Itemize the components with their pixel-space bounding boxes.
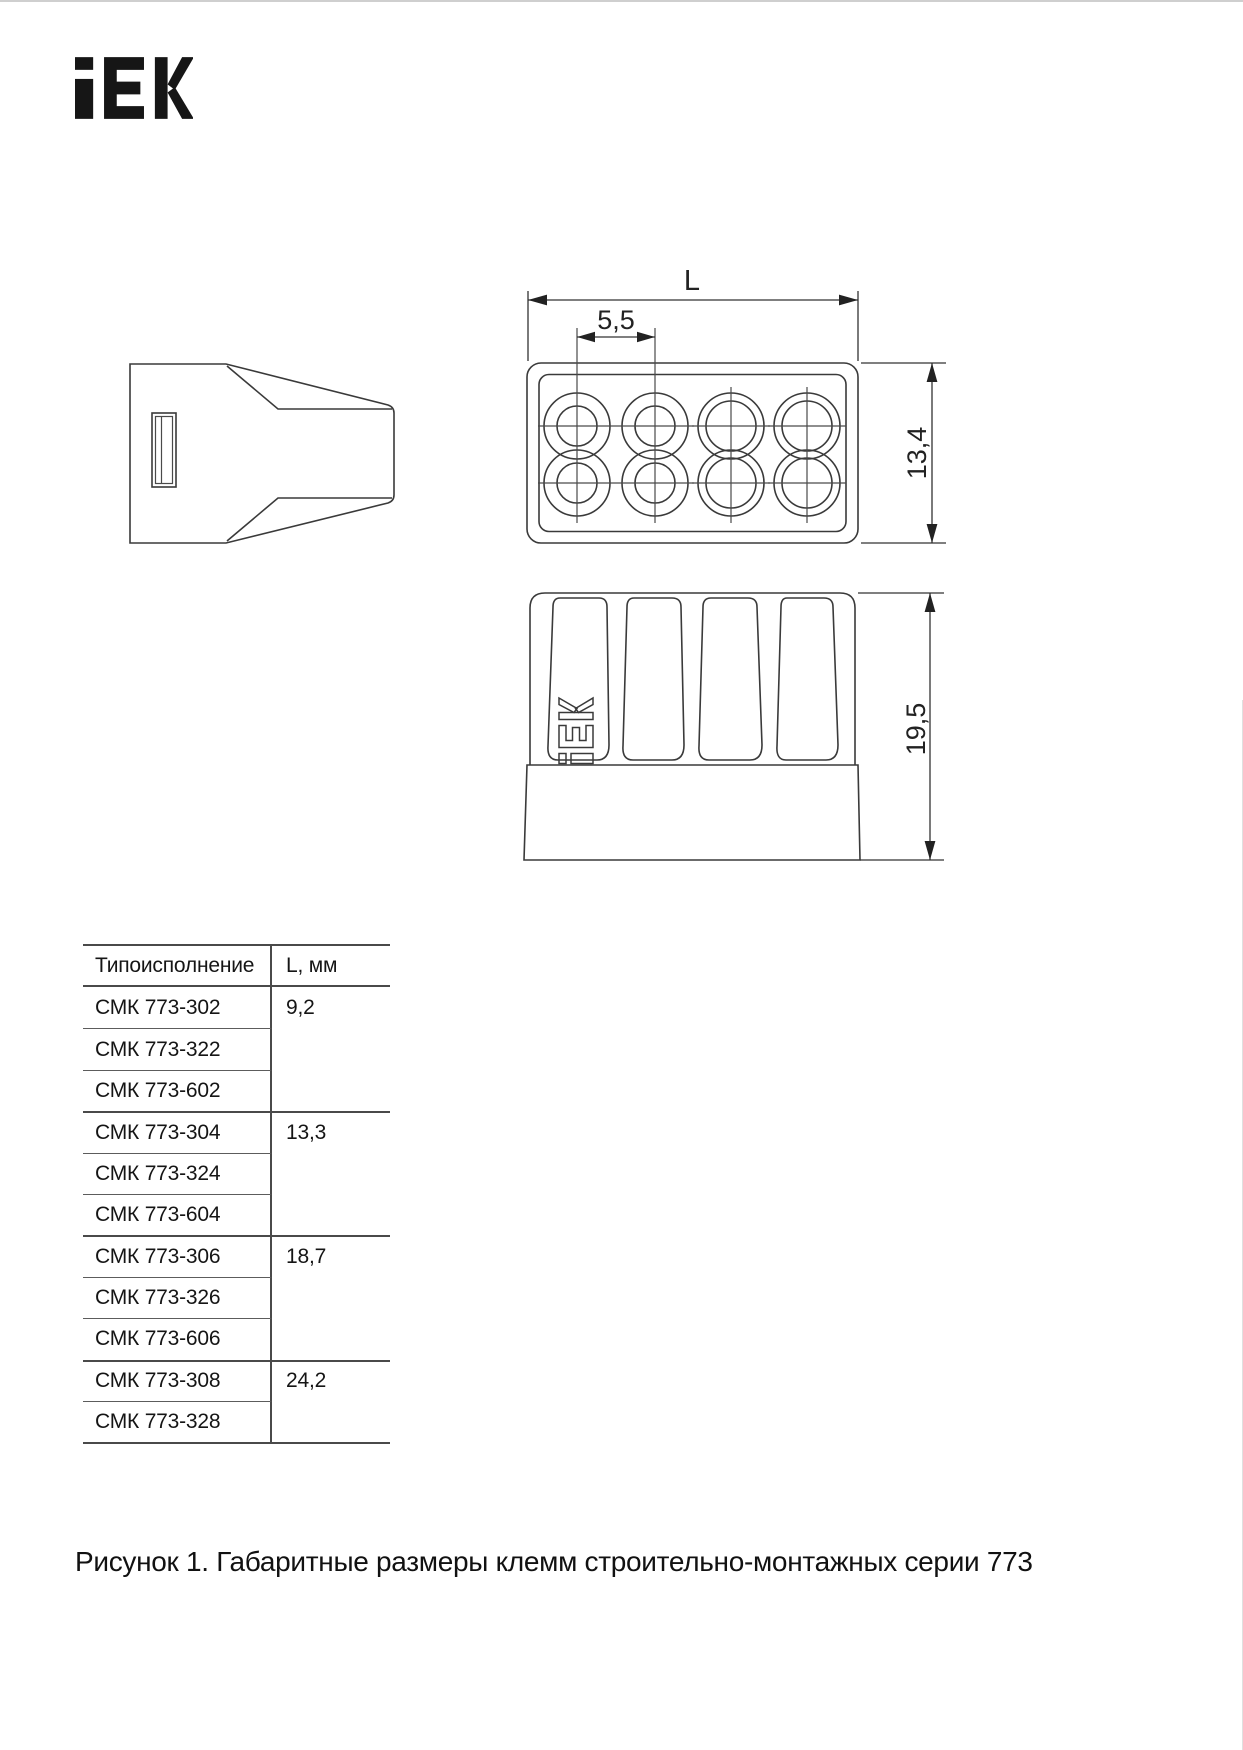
model-cell: СМК 773-306 xyxy=(83,1237,272,1276)
length-cell xyxy=(272,1318,388,1359)
cap-3 xyxy=(699,598,762,760)
front-view xyxy=(524,593,944,860)
length-cell: 9,2 xyxy=(286,995,315,1019)
dimension-height xyxy=(858,593,944,860)
model-cell: СМК 773-326 xyxy=(83,1277,272,1318)
length-cell xyxy=(272,1194,388,1235)
model-cell: СМК 773-328 xyxy=(83,1401,272,1442)
model-cell: СМК 773-604 xyxy=(83,1194,272,1235)
centerlines xyxy=(538,328,846,523)
figure-caption: Рисунок 1. Габаритные размеры клемм строительно-монтажных серии 773 xyxy=(75,1546,1033,1577)
table-row xyxy=(83,1235,390,1276)
length-cell xyxy=(272,1277,388,1318)
table-row xyxy=(83,1401,390,1442)
table-header-row xyxy=(83,946,390,987)
length-cell xyxy=(272,1070,388,1111)
table-row xyxy=(83,987,390,1028)
model-cell: СМК 773-324 xyxy=(83,1153,272,1194)
table-row xyxy=(83,1360,390,1401)
dim-label-pitch: 5,5 xyxy=(597,305,635,335)
table-row xyxy=(83,1028,390,1069)
top-view xyxy=(527,265,946,543)
dim-label-height: 19,5 xyxy=(901,702,932,756)
length-cell: 18,7 xyxy=(286,1245,327,1269)
table-row xyxy=(83,1318,390,1359)
cap-4 xyxy=(777,598,838,760)
dimension-width xyxy=(861,363,946,543)
dim-label-L: L xyxy=(683,265,701,297)
model-cell: СМК 773-322 xyxy=(83,1028,272,1069)
col-header-length: L, мм xyxy=(286,953,338,977)
col-header-model: Типоисполнение xyxy=(83,946,272,985)
model-table xyxy=(83,944,390,1444)
length-cell xyxy=(272,1028,388,1069)
wire-ports xyxy=(544,393,840,516)
model-cell: СМК 773-308 xyxy=(83,1362,272,1401)
dim-label-width: 13,4 xyxy=(902,426,933,480)
table-row xyxy=(83,1111,390,1152)
length-cell xyxy=(272,1401,388,1442)
model-cell: СМК 773-602 xyxy=(83,1070,272,1111)
table-row xyxy=(83,1194,390,1235)
model-cell: СМК 773-302 xyxy=(83,987,272,1028)
dimension-pitch xyxy=(577,305,655,342)
side-view xyxy=(130,364,394,543)
model-cell: СМК 773-606 xyxy=(83,1318,272,1359)
cap-1 xyxy=(548,598,609,760)
model-cell: СМК 773-304 xyxy=(83,1113,272,1152)
length-cell: 13,3 xyxy=(286,1120,327,1144)
table-row xyxy=(83,1153,390,1194)
cap-2 xyxy=(623,598,684,760)
table-row xyxy=(83,1277,390,1318)
iek-outline-logo-icon xyxy=(559,698,593,764)
length-cell xyxy=(272,1153,388,1194)
table-row xyxy=(83,1070,390,1111)
length-cell: 24,2 xyxy=(286,1369,327,1393)
